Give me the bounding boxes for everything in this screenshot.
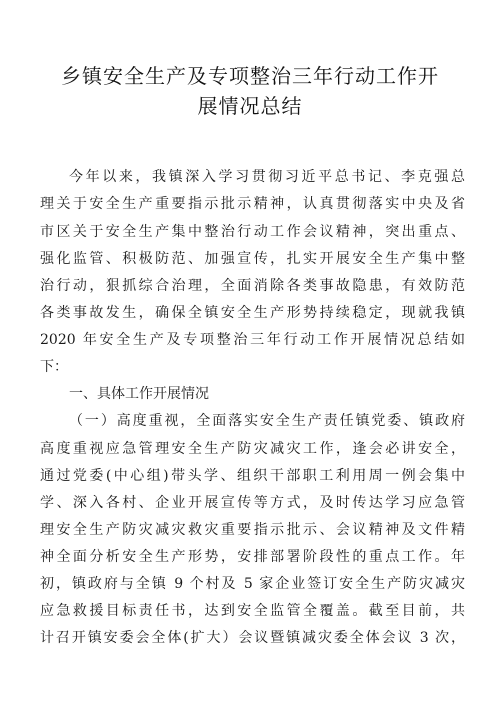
paragraph-1-line: 强化监管、积极防范、加强宣传，扎实开展安全生产集中整: [40, 251, 465, 267]
paragraph-1-line: 今年以来，我镇深入学习贯彻习近平总书记、李克强总: [69, 169, 465, 185]
paragraph-1-line: 下：: [40, 359, 68, 375]
section-heading: 一、具体工作开展情况: [69, 386, 209, 402]
paragraph-1-line: 治行动，狠抓综合治理，全面消除各类事故隐患，有效防范: [40, 278, 465, 294]
document-title-line-1: 乡镇安全生产及专项整治三年行动工作开: [61, 64, 439, 88]
paragraph-2-line: 高度重视应急管理安全生产防灾减灾工作，逢会必讲安全，: [40, 441, 465, 457]
paragraph-2-line: 学、深入各村、企业开展宣传等方式，及时传达学习应急管: [40, 495, 465, 511]
paragraph-2-line: 初，镇政府与全镇 9 个村及 5 家企业签订安全生产防灾减灾: [40, 576, 465, 592]
paragraph-2-line: 应急救援目标责任书，达到安全监管全覆盖。截至目前，共: [40, 603, 465, 619]
paragraph-2-line: 通过党委(中心组)带头学、组织干部职工利用周一例会集中: [40, 468, 465, 484]
paragraph-2-line: 计召开镇安委会全体(扩大）会议暨镇减灾委全体会议 3 次，: [40, 630, 465, 646]
paragraph-1-line: 理关于安全生产重要指示批示精神，认真贯彻落实中央及省: [40, 196, 465, 212]
paragraph-2-line: 神全面分析安全生产形势，安排部署阶段性的重点工作。年: [40, 549, 465, 565]
paragraph-1-line: 市区关于安全生产集中整治行动工作会议精神，突出重点、: [40, 224, 465, 240]
paragraph-2-line: （一）高度重视，全面落实安全生产责任镇党委、镇政府: [69, 413, 465, 429]
document-title-line-2: 展情况总结: [197, 94, 303, 118]
paragraph-2-line: 理安全生产防灾减灾救灾重要指示批示、会议精神及文件精: [40, 522, 465, 538]
paragraph-1-line: 各类事故发生，确保全镇安全生产形势持续稳定，现就我镇: [40, 305, 465, 321]
paragraph-1-line: 2020 年安全生产及专项整治三年行动工作开展情况总结如: [40, 332, 465, 348]
